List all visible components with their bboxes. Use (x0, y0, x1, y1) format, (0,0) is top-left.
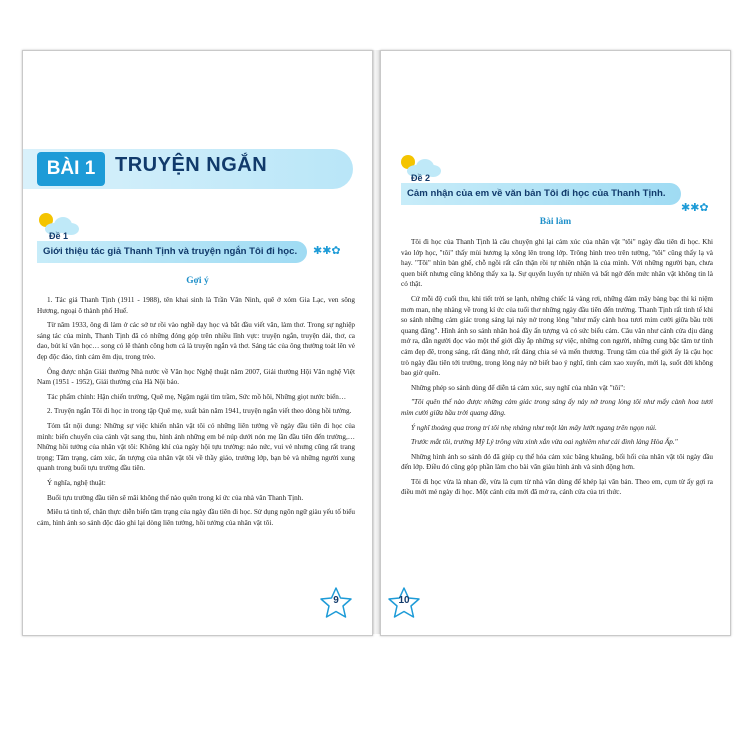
topic-label: Đề 1 (49, 231, 69, 241)
page-number-star (319, 587, 353, 619)
paragraph: Ý nghĩa, nghệ thuật: (47, 478, 106, 487)
topic-title: Cảm nhận của em về văn bản Tôi đi học của Thanh Tịnh. (407, 188, 666, 199)
right-body-text (401, 237, 713, 502)
paragraph: Những hình ảnh so sánh đó đã giúp cụ thể hóa cảm xúc bâng khuâng, bối hối của nhân vật tôi ngày đầu đến lớp. Điều đó cũng góp phần làm cho bài văn giàu hình ảnh và sinh động hơn. (401, 452, 713, 472)
gear-icon: ✱✱✿ (313, 245, 341, 257)
page-number-star (387, 587, 421, 619)
paragraph: 1. Tác giả Thanh Tịnh (1911 - 1988), tên khai sinh là Trần Văn Ninh, quê ở xóm Gia Lạc, ven sông Hương, ngoại ô thành phố Huế. (37, 296, 355, 315)
topic-title: Giới thiệu tác giả Thanh Tịnh và truyện ngắn Tôi đi học. (43, 246, 298, 257)
paragraph: Buổi tựu trường đầu tiên sẽ mãi không thể nào quên trong kí ức của nhà văn Thanh Tịnh. (47, 493, 304, 502)
quote-paragraph: Ý nghĩ thoáng qua trong trí tôi nhẹ nhàng như một làn mây lướt ngang trên ngọn núi. (411, 423, 657, 432)
left-page (22, 50, 373, 636)
right-page (380, 50, 731, 636)
quote-paragraph: "Tôi quên thế nào được những cảm giác trong sáng ấy nảy nở trong lòng tôi như mấy cành hoa tươi mỉm cười giữa bầu trời quang đãng. (401, 398, 713, 417)
paragraph: Miêu tả tinh tế, chân thực diễn biến tâm trạng của ngày đầu tiên đi học. Sử dụng ngôn ngữ giàu yếu tố biểu cảm, hình ảnh so sánh độc đáo ghi lại dòng liên tưởng, hồi tưởng của nhân vật tôi. (37, 508, 355, 527)
paragraph: Tóm tắt nội dung: Những sự việc khiến nhân vật tôi có những liên tưởng về ngày đầu tiên đi học của mình: biến chuyển của cảnh vật sang thu, hình ảnh những em bé núp dưới nón mẹ lần đầu tiên đến trường,… Những hồi tưởng của nhân vật tôi: Không khí của ngày hội tựu trường: náo nức, vui vẻ nhưng cũng rất trang trọng; Tâm trạng, cảm xúc, ấn tượng của nhân vật tôi về thầy giáo, trường lớp, bạn bè và những người xung quanh trong buổi tựu trường đầu tiên. (37, 421, 355, 473)
gear-icon: ✱✱✿ (681, 202, 709, 214)
paragraph: Tác phẩm chính: Hận chiến trường, Quê mẹ, Ngậm ngải tìm trầm, Sức mồ hôi, Những giọt nước biển… (47, 392, 347, 401)
page-number: 10 (398, 595, 410, 606)
paragraph: Tôi đi học vừa là nhan đề, vừa là cụm từ nhà văn dùng để khép lại văn bản. Theo em, cụm từ ấy gợi ra điều mới mẻ ngày đi học. Một cánh cửa mới đã mở ra, cánh cửa của tri thức. (401, 477, 713, 497)
section-heading: Gợi ý (186, 276, 209, 286)
paragraph: Những phép so sánh dùng để diễn tả cảm xúc, suy nghĩ của nhân vật "tôi": (411, 383, 626, 392)
topic-label: Đề 2 (411, 173, 431, 183)
paragraph: Từ năm 1933, ông đi làm ở các sở tư rồi vào nghề dạy học và bắt đầu viết văn, làm thơ. Trong sự nghiệp sáng tác của mình, Thanh Tịnh đã có những đóng góp trên nhiều lĩnh vực: truyện ngắn, truyện dài, thơ, ca dao, bút kí văn học… song có lẽ thành công hơn cả là truyện ngắn và thơ. Sáng tác của ông thường toát lên vẻ đẹp độc đáo, tình cảm êm dịu, trong trẻo. (37, 321, 355, 361)
paragraph: Tôi đi học của Thanh Tịnh là câu chuyện ghi lại cảm xúc của nhân vật "tôi" ngày đầu tiên đi học. Khi vào lớp học, "tôi" thấy mùi hương lạ xông lên trong lớp. Trông hình treo trên tường, "tôi" cũng thấy lạ và hay. "Tôi" nhìn bàn ghế, chỗ ngồi rất cẩn thận rồi tự nhiên nhận là của mình. Với những người bạn, chưa quen biết nhưng cũng không thấy xa lạ. Sự quyến luyến tự nhiên và bất ngờ đến mức nhân vật không tin là có thật. (401, 238, 713, 289)
lesson-title: TRUYỆN NGẮN (115, 154, 268, 176)
page-number: 9 (333, 595, 339, 606)
lesson-tag: BÀI 1 (37, 152, 105, 186)
paragraph: 2. Truyện ngắn Tôi đi học in trong tập Quê mẹ, xuất bản năm 1941, truyện ngắn viết theo dòng hồi tưởng. (47, 407, 352, 416)
quote-paragraph: Trước mắt tôi, trường Mỹ Lý trông vừa xinh xắn vừa oai nghiêm như cái đình làng Hòa Ấp." (411, 438, 678, 447)
left-body-text (37, 295, 355, 532)
paragraph: Cứ mỗi độ cuối thu, khi tiết trời se lạnh, những chiếc lá vàng rơi, những đám mây bàng bạc thì kỉ niệm mơn man, nhẹ nhàng về trong kí ức của tuổi thơ những ngày đầu tiên đến trường. Thanh Tịnh rất tinh tế khi so sánh những cảm giác trong sáng lại nảy nở trong lòng "như mấy cành hoa tươi mỉm cười giữa bầu trời quang đãng". Hình ảnh so sánh nhân hoá đầy ấn tượng và có sức biểu cảm. Câu văn như cánh cửa dịu dàng mở ra, dẫn người đọc vào một thế giới đầy ắp những sự việc, những con người, những cung bậc tâm tư tình cảm đẹp đẽ, trong sáng, rất đáng nhớ, rất đáng chia sẻ và mến thương. Trung tâm của thế giới ấy là cậu học trò ngày đầu tiên tới trường, trong lòng nảy nở biết bao ý nghĩ, tình cảm xao xuyến, mới lạ, suốt đời không bao giờ quên. (401, 294, 713, 378)
paragraph: Ông được nhận Giải thưởng Nhà nước về Văn học Nghệ thuật năm 2007, Giải thưởng Hội Văn nghệ Việt Nam (1951 - 1952), Giải thưởng của Hà Nội bảo. (37, 367, 355, 387)
section-heading: Bài làm (539, 217, 572, 227)
